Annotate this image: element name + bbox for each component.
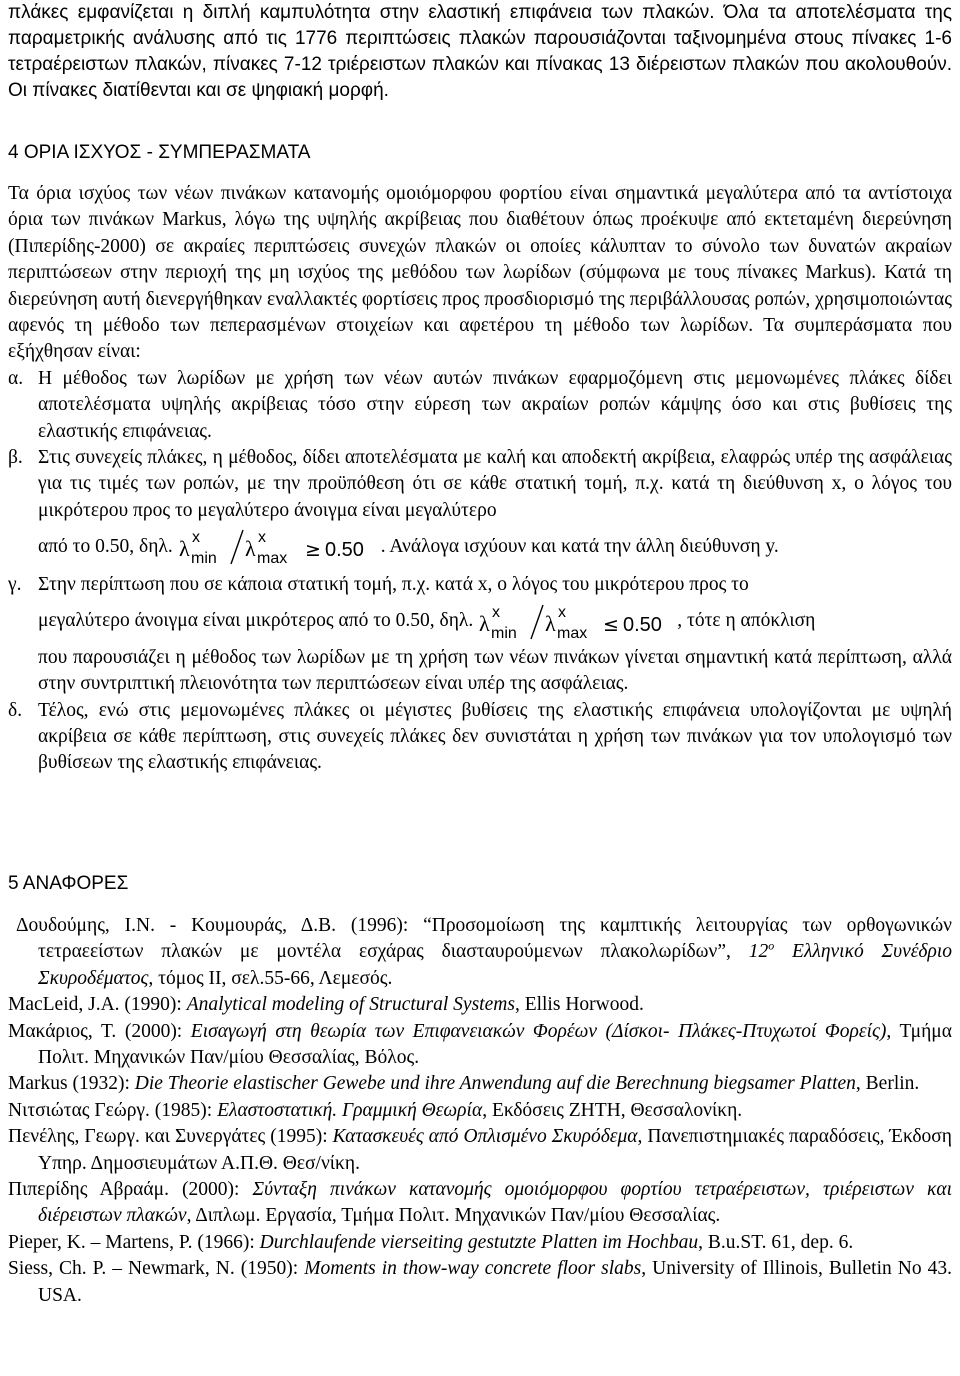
list-text-b: Στις συνεχείς πλάκες, η μέθοδος, δίδει αποτελέσματα με καλή και αποδεκτή ακρίβεια, ελαφρώς υπέρ της ασφάλειας για τις τιμές των ροπών, με την προϋπόθεση ότι σε κάθε στατική τομή, π.χ. κατά τη διεύθυνση x, ο λόγος του μικρότερου προς το μεγαλύτερο άνοιγμα είναι μεγαλύτερο <box>38 447 952 521</box>
list-marker-c: γ. <box>8 574 22 596</box>
reference-publisher: , Πανεπιστημιακές παραδόσεις, Έκδοση Υπηρ. Δημοσιευμάτων Α.Π.Θ. Θεσ/νίκη. <box>38 1126 953 1174</box>
reference-title: Ελληνικό Συνέδριο Σκυροδέματος <box>38 941 953 989</box>
ratio-formula-c-graphic <box>477 601 673 643</box>
math-prefix-b: από το 0.50, δηλ. <box>38 536 173 558</box>
reference-item <box>8 1071 952 1097</box>
reference-publisher: , τόμος ΙΙ, σελ.55-66, Λεμεσός. <box>148 967 393 989</box>
reference-authors: Pieper, K. – Martens, P. (1966): <box>8 1231 260 1253</box>
reference-item <box>8 992 952 1018</box>
list-item-d <box>8 698 952 777</box>
reference-authors: Πιπερίδης Αβραάμ. (2000): <box>8 1179 253 1201</box>
lambda-min-symbol: λ <box>479 610 490 636</box>
section-5-heading: 5 ΑΝΑΦΟΡΕΣ <box>8 873 129 894</box>
lambda-max-sub: max <box>557 624 588 642</box>
reference-title: Εισαγωγή στη θεωρία των Επιφανειακών Φορέων (Δίσκοι- Πλάκες-Πτυχωτοί Φορείς) <box>190 1020 887 1042</box>
list-marker-d: δ. <box>8 699 23 721</box>
reference-authors: Markus (1932): <box>8 1073 135 1095</box>
lambda-min-sub: min <box>491 624 518 642</box>
math-suffix-b: . Ανάλογα ισχύουν και κατά την άλλη διεύθυνση y. <box>380 536 779 558</box>
reference-publisher: , Ellis Horwood. <box>514 994 644 1016</box>
reference-item <box>8 1177 952 1230</box>
reference-title: Κατασκευές από Οπλισμένο Σκυρόδεμα <box>332 1126 638 1148</box>
reference-authors: Νιτσιώτας Γεώργ. (1985): <box>8 1099 218 1121</box>
lambda-min-symbol: λ <box>178 536 190 562</box>
list-marker-b: β. <box>8 447 23 469</box>
division-slash <box>531 605 543 639</box>
list-text-c-after: που παρουσιάζει η μέθοδος των λωρίδων με τη χρήση των νέων πινάκων γίνεται σημαντική κατά περίπτωση, αλλά στην συντριπτική πλειονότητα των περιπτώσεων είναι υπέρ της ασφάλειας. <box>38 646 952 695</box>
math-line-c <box>38 599 952 645</box>
reference-item <box>8 1098 952 1124</box>
relation-symbol: ≤ <box>603 613 620 636</box>
reference-item <box>8 913 952 992</box>
reference-publisher: , Διπλωμ. Εργασία, Τμήμα Πολιτ. Μηχανικών Παν/μίου Θεσσαλίας. <box>186 1205 721 1227</box>
reference-italic-number: 12 <box>748 941 769 963</box>
list-item-c <box>8 572 952 697</box>
lambda-min-sup: x <box>492 603 501 621</box>
threshold-value: 0.50 <box>623 613 663 636</box>
reference-authors: Δουδούμης, Ι.Ν. - Κουμουράς, Δ.Β. (1996): “Προσομοίωση της καμπτικής λειτουργίας των ορθογωνικών τετραεείστων πλακών με μοντέλα εσχάρας διασταυρούμενων πλακολωρίδων”, <box>16 915 952 963</box>
reference-title: Die Theorie elastischer Gewebe und ihre Anwendung auf die Berechnung biegsamer Platten <box>134 1073 856 1095</box>
reference-title: Ελαστοστατική. Γραμμική Θεωρία <box>217 1099 483 1121</box>
reference-authors: MacLeid, J.A. (1990): <box>8 994 187 1016</box>
reference-publisher: , Εκδόσεις ΖΗΤΗ, Θεσσαλονίκη. <box>482 1099 743 1121</box>
lambda-max-sup: x <box>257 529 266 547</box>
lambda-min-sup: x <box>191 529 200 547</box>
reference-authors: Μακάριος, Τ. (2000): <box>8 1020 191 1042</box>
reference-title: Σύνταξη πινάκων κατανομής ομοιόμορφου φορτίου τετραέρειστων, τριέρειστων και διέρειστων πλακών <box>38 1179 952 1227</box>
ratio-formula-c <box>477 601 673 643</box>
math-line-b <box>38 524 952 570</box>
threshold-value: 0.50 <box>324 539 364 562</box>
reference-item <box>8 1124 952 1177</box>
reference-authors: Πενέλης, Γεωργ. και Συνεργάτες (1995): <box>8 1126 333 1148</box>
list-item-a <box>8 366 952 445</box>
math-suffix-c: , τότε η απόκλιση <box>677 610 816 632</box>
reference-publisher: , University of Illinois, Bulletin No 43. USA. <box>38 1258 953 1306</box>
reference-publisher: , Berlin. <box>855 1073 920 1095</box>
list-text-c: Στην περίπτωση που σε κάποια στατική τομή, π.χ. κατά x, ο λόγος του μικρότερου προς το <box>38 574 749 596</box>
ratio-formula-b-graphic <box>177 526 377 568</box>
reference-item <box>8 1230 952 1256</box>
reference-item <box>8 1256 952 1309</box>
ratio-formula-b <box>177 526 377 568</box>
list-marker-a: α. <box>8 367 24 389</box>
lambda-min-sub: min <box>190 550 217 568</box>
reference-title: Analytical modeling of Structural Systems <box>186 994 515 1016</box>
reference-authors: Siess, Ch. P. – Newmark, N. (1950): <box>8 1258 305 1280</box>
reference-superscript: ο <box>768 938 775 953</box>
reference-item <box>8 1019 952 1072</box>
reference-title: Durchlaufende vierseiting gestutzte Platten im Hochbau <box>259 1231 699 1253</box>
list-text-a: Η μέθοδος των λωρίδων με χρήση των νέων αυτών πινάκων εφαρμοζόμενη στις μεμονωμένες πλάκες δίδει αποτελέσματα υψηλής ακρίβειας τόσο στην εύρεση των ακραίων ροπών κάμψης όσο και στις βυθίσεις της ελαστικής επιφάνειας. <box>38 367 952 442</box>
section-4-paragraph: Τα όρια ισχύος των νέων πινάκων κατανομής ομοιόμορφου φορτίου είναι σημαντικά μεγαλύτερα από τα αντίστοιχα όρια των πινάκων Markus, λόγω της υψηλής ακρίβειας που διαθέτουν όπως προέκυψε από εκτεταμένη διερεύνηση (Πιπερίδης-2000) σε ακραίες περιπτώσεις συνεχών πλακών οι οποίες κάλυπταν το σύνολο των δυνατών ακραίων περιπτώσεων στην περιοχή της μη ισχύος της μεθόδου των λωρίδων (σύμφωνα με τους πίνακες Markus). Κατά τη διερεύνηση αυτή διενεργήθηκαν εναλλακτές φορτίσεις προς προσδιορισμό της περιβάλλουσας ροπών, χρησιμοποιώντας αφενός τη μέθοδο των πεπερασμένων στοιχείων και αφετέρου τη μέθοδο των λωρίδων. Τα συμπεράσματα που εξήχθησαν είναι: <box>8 183 952 363</box>
section-4-body <box>8 181 952 777</box>
reference-title: Moments in thow-way concrete floor slabs <box>304 1258 642 1280</box>
references-list <box>8 913 952 1309</box>
intro-paragraph: πλάκες εμφανίζεται η διπλή καμπυλότητα στην ελαστική επιφάνεια των πλακών. Όλα τα αποτελέσματα της παραμετρικής ανάλυσης από τις 1776 περιπτώσεις πλακών παρουσιάζονται ταξινομημένα στους πίνακες 1-6 τετραέρειστων πλακών, πίνακες 7-12 τριέρειστων πλακών και πίνακας 13 διέρειστων πλακών που ακολουθούν. Οι πίνακες διατίθενται και σε ψηφιακή μορφή. <box>8 2 952 101</box>
section-4-heading: 4 ΟΡΙΑ ΙΣΧΥΟΣ - ΣΥΜΠΕΡΑΣΜΑΤΑ <box>8 142 311 163</box>
reference-publisher: , Τμήμα Πολιτ. Μηχανικών Παν/μίου Θεσσαλίας, Βόλος. <box>38 1020 952 1069</box>
reference-publisher: , B.u.ST. 61, dep. 6. <box>698 1231 854 1253</box>
lambda-max-sub: max <box>256 550 287 568</box>
division-slash <box>231 530 243 564</box>
lambda-max-sup: x <box>558 603 567 621</box>
list-item-b <box>8 445 952 570</box>
math-prefix-c: μεγαλύτερο άνοιγμα είναι μικρότερος από το 0.50, δηλ. <box>38 610 474 632</box>
lambda-max-symbol: λ <box>545 610 556 636</box>
lambda-max-symbol: λ <box>244 536 256 562</box>
relation-symbol: ≥ <box>304 539 321 562</box>
list-text-d: Τέλος, ενώ στις μεμονωμένες πλάκες οι μέγιστες βυθίσεις της ελαστικής επιφάνεια υπολογίζονται με υψηλή ακρίβεια σε κάθε περίπτωση, στις συνεχείς πλάκες δεν συνιστάται η χρήση των πινάκων για τον υπολογισμό των βυθίσεων της ελαστικής επιφάνειας. <box>38 699 952 774</box>
